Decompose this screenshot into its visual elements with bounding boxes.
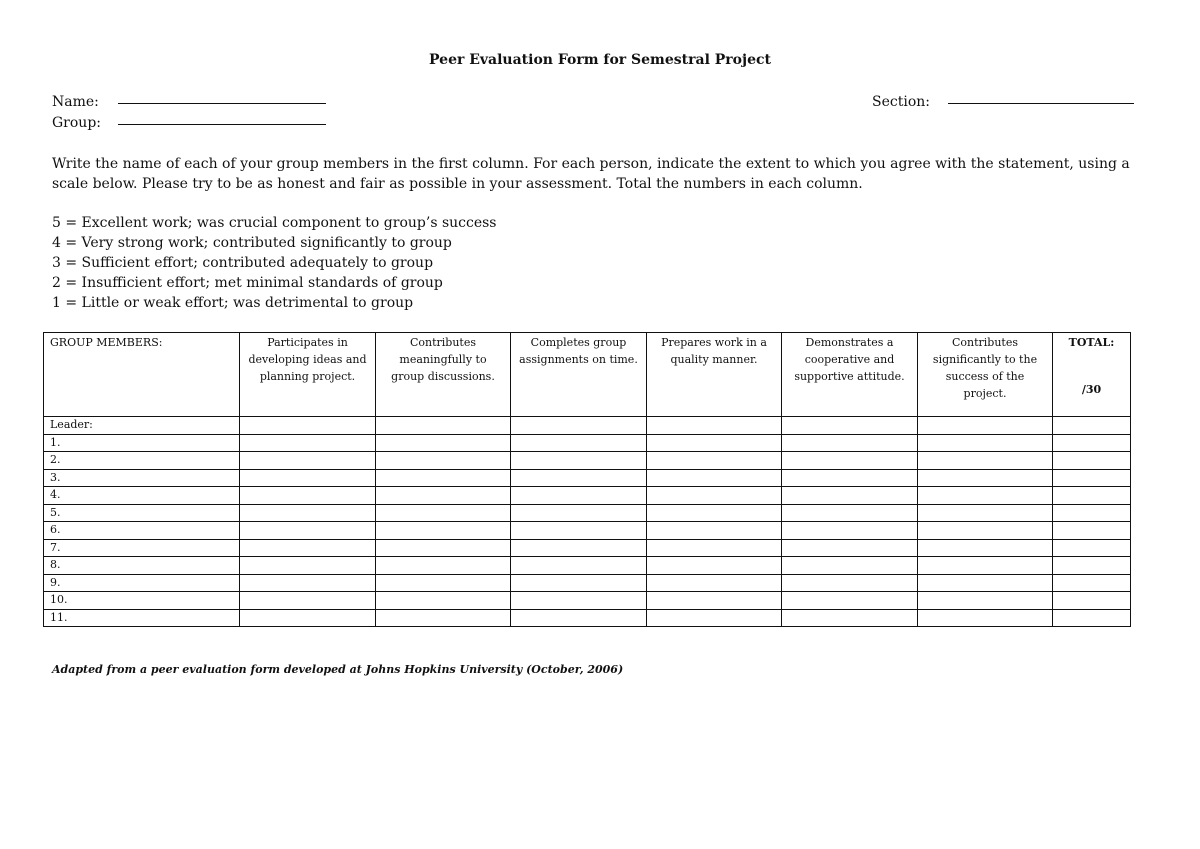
rating-cell[interactable]	[240, 539, 376, 557]
rating-cell[interactable]	[918, 487, 1053, 505]
group-blank-line[interactable]	[118, 123, 326, 125]
header-criterion: Completes group assignments on time.	[511, 333, 647, 417]
table-row	[44, 504, 1131, 522]
rating-cell[interactable]	[376, 417, 511, 435]
name-field[interactable]	[52, 94, 326, 110]
section-label: Section:	[872, 94, 930, 110]
rating-cell[interactable]	[511, 434, 647, 452]
rating-cell[interactable]	[376, 574, 511, 592]
rating-cell[interactable]	[240, 452, 376, 470]
rating-cell[interactable]	[647, 434, 782, 452]
table-row	[44, 522, 1131, 540]
rating-cell[interactable]	[647, 609, 782, 627]
rating-cell[interactable]	[240, 469, 376, 487]
rating-cell[interactable]	[647, 574, 782, 592]
scale-item: 2 = Insufficient effort; met minimal standards of group	[52, 275, 443, 291]
total-label: TOTAL:	[1068, 336, 1115, 349]
rating-cell[interactable]	[376, 504, 511, 522]
scale-item: 4 = Very strong work; contributed significantly to group	[52, 235, 452, 251]
table-row	[44, 487, 1131, 505]
group-field[interactable]	[52, 115, 326, 131]
table-row	[44, 574, 1131, 592]
rating-cell[interactable]	[376, 469, 511, 487]
rating-cell[interactable]	[918, 522, 1053, 540]
member-name-cell[interactable]: 9.	[44, 574, 240, 592]
total-score-cell[interactable]	[1053, 469, 1131, 487]
rating-cell[interactable]	[647, 452, 782, 470]
rating-cell[interactable]	[511, 539, 647, 557]
member-name-cell[interactable]: 8.	[44, 557, 240, 575]
rating-cell[interactable]	[511, 574, 647, 592]
rating-cell[interactable]	[647, 469, 782, 487]
rating-cell[interactable]	[376, 487, 511, 505]
rating-cell[interactable]	[918, 417, 1053, 435]
rating-cell[interactable]	[511, 557, 647, 575]
rating-cell[interactable]	[376, 557, 511, 575]
rating-scale	[52, 213, 497, 313]
rating-cell[interactable]	[782, 487, 918, 505]
member-name-cell[interactable]: 3.	[44, 469, 240, 487]
rating-cell[interactable]	[918, 469, 1053, 487]
rating-cell[interactable]	[918, 557, 1053, 575]
rating-cell[interactable]	[376, 522, 511, 540]
rating-cell[interactable]	[240, 609, 376, 627]
rating-cell[interactable]	[782, 609, 918, 627]
section-blank-line[interactable]	[948, 102, 1134, 104]
rating-cell[interactable]	[511, 452, 647, 470]
table-row	[44, 592, 1131, 610]
footnote: Adapted from a peer evaluation form developed at Johns Hopkins University (October, 2006)	[52, 663, 624, 676]
rating-cell[interactable]	[782, 539, 918, 557]
rating-cell[interactable]	[647, 504, 782, 522]
rating-cell[interactable]	[918, 539, 1053, 557]
rating-cell[interactable]	[511, 504, 647, 522]
rating-cell[interactable]	[918, 434, 1053, 452]
rating-cell[interactable]	[782, 592, 918, 610]
rating-cell[interactable]	[782, 574, 918, 592]
rating-cell[interactable]	[511, 469, 647, 487]
rating-cell[interactable]	[782, 417, 918, 435]
rating-cell[interactable]	[511, 417, 647, 435]
total-score-cell[interactable]	[1053, 434, 1131, 452]
total-score-cell[interactable]	[1053, 504, 1131, 522]
group-label: Group:	[52, 115, 101, 131]
scale-item: 3 = Sufficient effort; contributed adequately to group	[52, 255, 434, 271]
rating-cell[interactable]	[782, 522, 918, 540]
header-criterion: Participates in developing ideas and planning project.	[240, 333, 376, 417]
total-score-cell[interactable]	[1053, 487, 1131, 505]
rating-cell[interactable]	[240, 557, 376, 575]
rating-cell[interactable]	[240, 417, 376, 435]
rating-cell[interactable]	[240, 522, 376, 540]
section-field[interactable]	[872, 94, 1134, 110]
total-score-cell[interactable]	[1053, 539, 1131, 557]
member-name-cell[interactable]: Leader:	[44, 417, 240, 435]
total-score-cell[interactable]	[1053, 592, 1131, 610]
rating-cell[interactable]	[782, 504, 918, 522]
member-name-cell[interactable]: 2.	[44, 452, 240, 470]
rating-cell[interactable]	[782, 434, 918, 452]
rating-cell[interactable]	[918, 574, 1053, 592]
total-score-cell[interactable]	[1053, 574, 1131, 592]
rating-cell[interactable]	[511, 487, 647, 505]
rating-cell[interactable]	[240, 592, 376, 610]
table-header-row	[44, 333, 1131, 417]
total-score-cell[interactable]	[1053, 557, 1131, 575]
rating-cell[interactable]	[918, 609, 1053, 627]
header-total	[1053, 333, 1131, 417]
rating-cell[interactable]	[647, 487, 782, 505]
rating-cell[interactable]	[647, 539, 782, 557]
rating-cell[interactable]	[376, 609, 511, 627]
evaluation-table	[43, 332, 1131, 627]
header-criterion: Demonstrates a cooperative and supportive attitude.	[782, 333, 918, 417]
member-name-cell[interactable]: 5.	[44, 504, 240, 522]
rating-cell[interactable]	[782, 557, 918, 575]
rating-cell[interactable]	[240, 487, 376, 505]
header-criterion: Prepares work in a quality manner.	[647, 333, 782, 417]
rating-cell[interactable]	[511, 522, 647, 540]
rating-cell[interactable]	[782, 469, 918, 487]
header-criterion: Contributes meaningfully to group discussions.	[376, 333, 511, 417]
rating-cell[interactable]	[782, 452, 918, 470]
rating-cell[interactable]	[240, 434, 376, 452]
rating-cell[interactable]	[647, 417, 782, 435]
name-blank-line[interactable]	[118, 102, 326, 104]
total-score-cell[interactable]	[1053, 609, 1131, 627]
page-title: Peer Evaluation Form for Semestral Project	[429, 52, 771, 68]
table-row	[44, 434, 1131, 452]
header-group-members: GROUP MEMBERS:	[44, 333, 240, 417]
table-row	[44, 539, 1131, 557]
rating-cell[interactable]	[511, 592, 647, 610]
rating-cell[interactable]	[376, 434, 511, 452]
rating-cell[interactable]	[376, 452, 511, 470]
table-row	[44, 557, 1131, 575]
rating-cell[interactable]	[240, 504, 376, 522]
table-row	[44, 452, 1131, 470]
member-name-cell[interactable]: 11.	[44, 609, 240, 627]
rating-cell[interactable]	[918, 452, 1053, 470]
member-name-cell[interactable]: 1.	[44, 434, 240, 452]
member-name-cell[interactable]: 4.	[44, 487, 240, 505]
rating-cell[interactable]	[511, 609, 647, 627]
member-name-cell[interactable]: 7.	[44, 539, 240, 557]
member-name-cell[interactable]: 10.	[44, 592, 240, 610]
member-name-cell[interactable]: 6.	[44, 522, 240, 540]
total-denominator: /30	[1081, 383, 1102, 396]
rating-cell[interactable]	[376, 539, 511, 557]
total-score-cell[interactable]	[1053, 522, 1131, 540]
total-score-cell[interactable]	[1053, 452, 1131, 470]
total-score-cell[interactable]	[1053, 417, 1131, 435]
table-row	[44, 609, 1131, 627]
scale-item: 5 = Excellent work; was crucial component to group’s success	[52, 215, 497, 231]
rating-cell[interactable]	[647, 522, 782, 540]
instructions-paragraph: Write the name of each of your group members in the first column. For each person, indicate the extent to which you agree with the statement, using a scale below. Please try to be as honest and fair as possible in your assessment. Total the numbers in each column.	[52, 156, 1130, 192]
table-row	[44, 469, 1131, 487]
rating-cell[interactable]	[376, 592, 511, 610]
rating-cell[interactable]	[918, 504, 1053, 522]
name-label: Name:	[52, 94, 99, 110]
table-row	[44, 417, 1131, 435]
scale-item: 1 = Little or weak effort; was detrimental to group	[52, 295, 414, 311]
rating-cell[interactable]	[647, 592, 782, 610]
rating-cell[interactable]	[918, 592, 1053, 610]
rating-cell[interactable]	[240, 574, 376, 592]
rating-cell[interactable]	[647, 557, 782, 575]
header-criterion: Contributes significantly to the success of the project.	[918, 333, 1053, 417]
